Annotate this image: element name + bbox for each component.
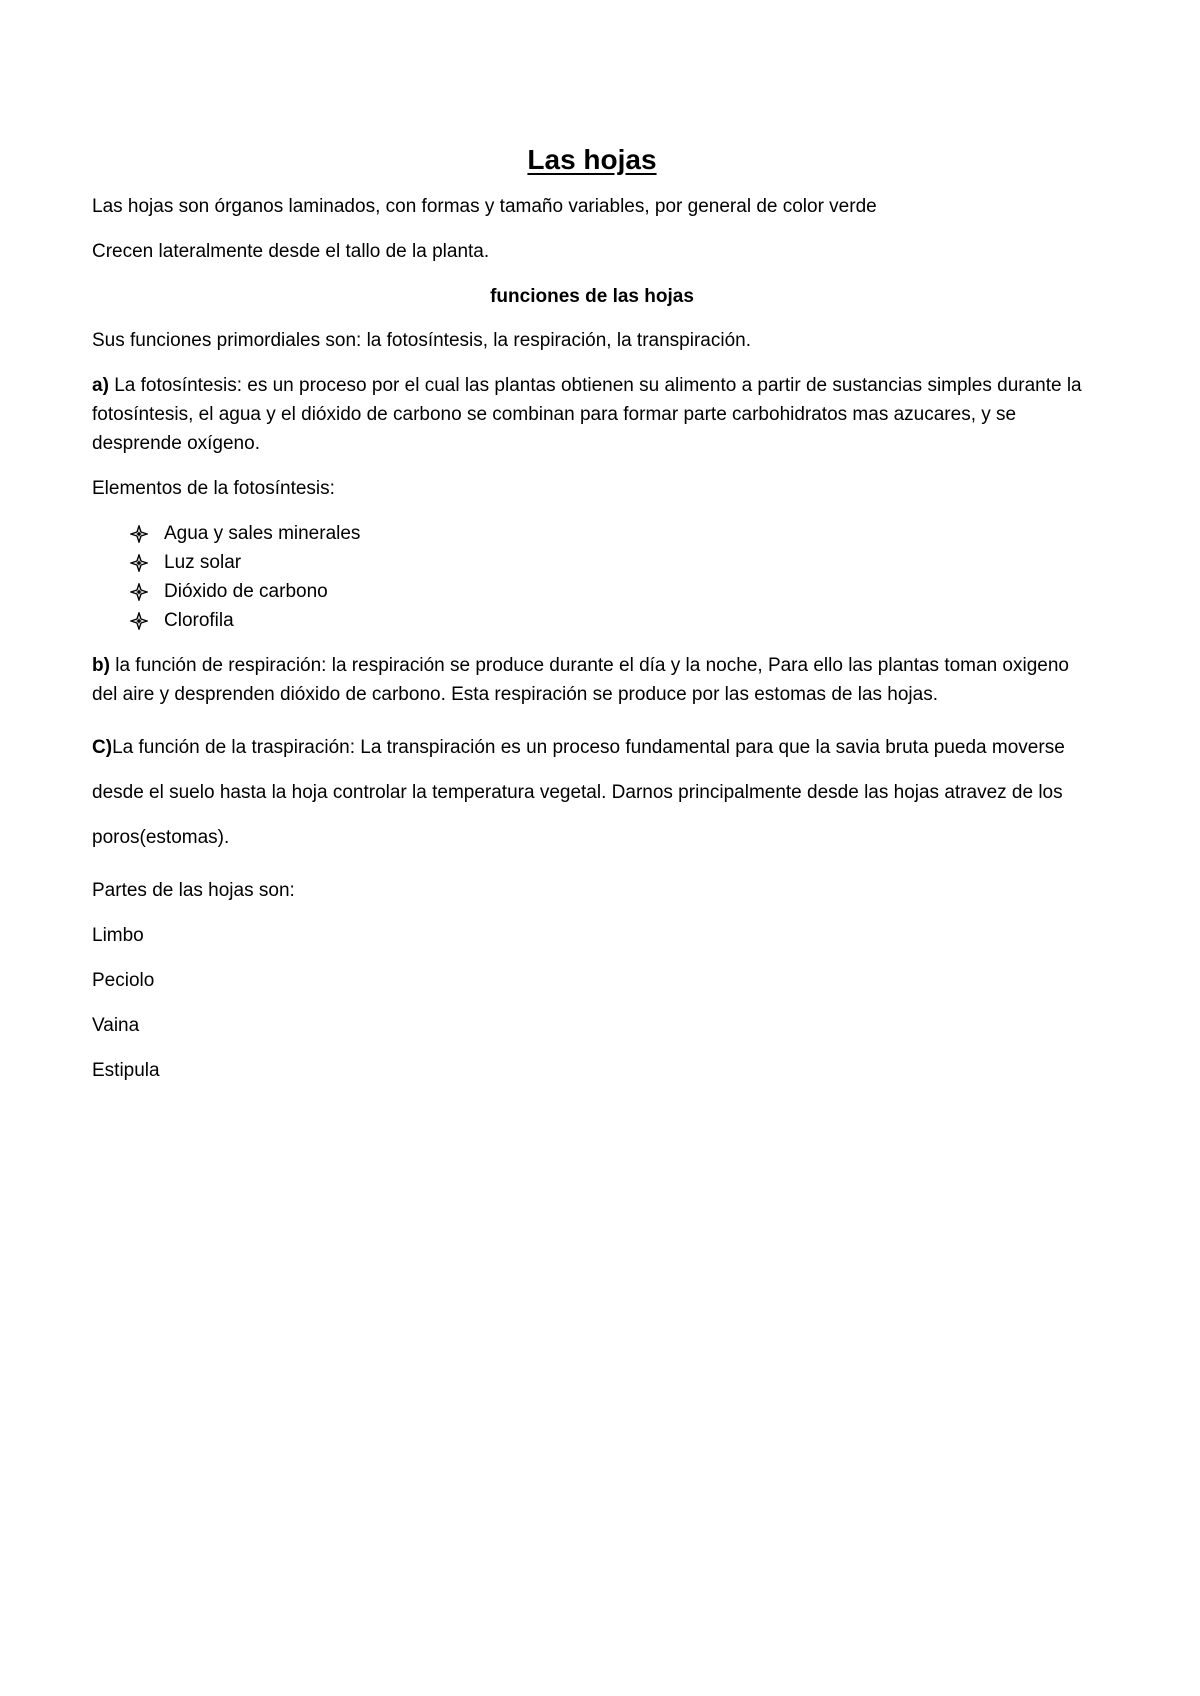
transpiration-text: La función de la traspiración: La transpiración es un proceso fundamental para que la savia bruta pueda moverse desde el suelo hasta la hoja controlar la temperatura vegetal. Darnos principalmente desde las hojas atravez de los poros(estomas). (92, 737, 1065, 848)
diamond-bullet-icon (130, 612, 148, 630)
functions-heading: funciones de las hojas (490, 286, 694, 307)
list-item (130, 577, 1092, 606)
respiration-paragraph (92, 651, 1092, 709)
growth-paragraph: Crecen lateralmente desde el tallo de la planta. (92, 241, 490, 262)
element-label: Luz solar (164, 552, 242, 573)
photosynthesis-paragraph (92, 371, 1092, 458)
part-item: Estipula (92, 1060, 160, 1081)
transpiration-paragraph (92, 725, 1092, 860)
diamond-bullet-icon (130, 583, 148, 601)
part-item: Vaina (92, 1015, 140, 1036)
element-label: Agua y sales minerales (164, 523, 361, 544)
diamond-bullet-icon (130, 525, 148, 543)
list-item (130, 548, 1092, 577)
photosynthesis-text: La fotosíntesis: es un proceso por el cual las plantas obtienen su alimento a partir de sustancias simples durante la fotosíntesis, el agua y el dióxido de carbono se combinan para formar parte carbohidratos mas azucares, y se desprende oxígeno. (92, 375, 1082, 454)
part-item: Peciolo (92, 970, 155, 991)
elements-heading: Elementos de la fotosíntesis: (92, 478, 335, 499)
transpiration-prefix: C) (92, 737, 113, 758)
element-label: Dióxido de carbono (164, 581, 328, 602)
elements-list (92, 519, 1092, 635)
photosynthesis-prefix: a) (92, 375, 109, 396)
respiration-text: la función de respiración: la respiración se produce durante el día y la noche, Para ello las plantas toman oxigeno del aire y desprenden dióxido de carbono. Esta respiración se produce por las estomas de las hojas. (92, 655, 1069, 705)
document-title: Las hojas (527, 144, 657, 175)
parts-heading: Partes de las hojas son: (92, 880, 295, 901)
respiration-prefix: b) (92, 655, 110, 676)
functions-summary: Sus funciones primordiales son: la fotosíntesis, la respiración, la transpiración. (92, 330, 751, 351)
list-item (130, 519, 1092, 548)
diamond-bullet-icon (130, 554, 148, 572)
part-item: Limbo (92, 925, 144, 946)
intro-paragraph: Las hojas son órganos laminados, con formas y tamaño variables, por general de color verde (92, 196, 877, 217)
list-item (130, 606, 1092, 635)
element-label: Clorofila (164, 610, 234, 631)
document-body (92, 140, 1092, 1101)
